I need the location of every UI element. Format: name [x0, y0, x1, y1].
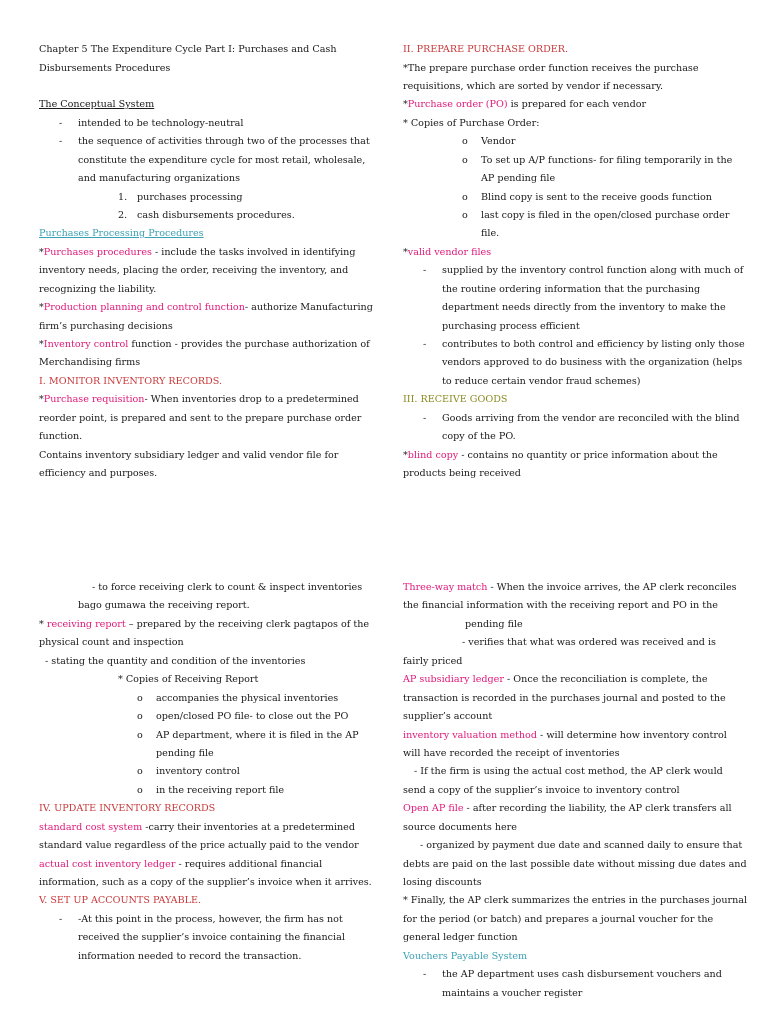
definition-text: – prepared by the receiving clerk pagtapos of the — [125, 619, 370, 630]
paragraph-line — [39, 247, 356, 259]
star-mark: * — [39, 619, 44, 630]
circle-bullet: o — [137, 693, 143, 704]
paragraph-line: inventory needs, placing the order, receiving the inventory, and — [39, 265, 349, 276]
star-mark: * — [39, 302, 44, 313]
paragraph-line — [39, 339, 370, 351]
term-ap-subsidiary-ledger: AP subsidiary ledger — [403, 674, 504, 685]
bullet-text: the AP department uses cash disbursement vouchers and — [442, 969, 722, 980]
paragraph-line: fairly priced — [403, 656, 463, 667]
term-inventory-control: Inventory control — [43, 339, 129, 350]
list-number: 1. — [118, 192, 128, 203]
circle-bullet: o — [462, 136, 468, 147]
circle-bullet: o — [137, 730, 143, 741]
paragraph-line — [39, 302, 373, 314]
definition-text: - contains no quantity or price information about the — [458, 450, 718, 461]
section-heading-prepare-po: II. PREPARE PURCHASE ORDER. — [403, 44, 569, 55]
dash-bullet: - — [423, 265, 427, 276]
list-item: inventory control — [156, 766, 240, 777]
paragraph-line: Merchandising firms — [39, 357, 141, 368]
term-standard-cost-system: standard cost system — [39, 822, 143, 833]
paragraph-line — [403, 803, 732, 815]
definition-text: - authorize Manufacturing — [244, 302, 373, 313]
paragraph-line: * Copies of Receiving Report — [118, 674, 259, 685]
paragraph-line: pending file — [465, 619, 523, 630]
paragraph-line: information, such as a copy of the supplier’s invoice when it arrives. — [39, 877, 372, 888]
bullet-text: maintains a voucher register — [442, 988, 583, 999]
dash-bullet: - — [423, 413, 427, 424]
bullet-text: constitute the expenditure cycle for most retail, wholesale, — [78, 155, 366, 166]
paragraph-line: general ledger function — [403, 932, 518, 943]
definition-text: - When the invoice arrives, the AP clerk reconciles — [487, 582, 737, 593]
definition-text: is prepared for each vendor — [507, 99, 647, 110]
term-actual-cost-inventory-ledger: actual cost inventory ledger — [39, 859, 176, 870]
star-mark: * — [403, 247, 408, 258]
paragraph-line: firm’s purchasing decisions — [39, 321, 173, 332]
paragraph-line: bago gumawa the receiving report. — [78, 600, 250, 611]
list-item: AP pending file — [481, 173, 556, 184]
chapter-title-line-1: Chapter 5 The Expenditure Cycle Part I: Purchases and Cash — [39, 44, 337, 55]
list-item: open/closed PO file- to close out the PO — [156, 711, 349, 722]
paragraph-line — [403, 582, 737, 594]
definition-text: -carry their inventories at a predetermined — [142, 822, 356, 833]
paragraph-line: requisitions, which are sorted by vendor if necessary. — [403, 81, 664, 92]
dash-bullet: - — [423, 339, 427, 350]
list-item: Blind copy is sent to the receive goods function — [481, 192, 712, 203]
definition-text: function - provides the purchase authorization of — [128, 339, 370, 350]
definition-text: - requires additional financial — [175, 859, 323, 870]
circle-bullet: o — [137, 711, 143, 722]
paragraph-line: source documents here — [403, 822, 517, 833]
paragraph-line: - organized by payment due date and scanned daily to ensure that — [420, 840, 743, 851]
bullet-text: the sequence of activities through two of the processes that — [78, 136, 370, 147]
bullet-text: contributes to both control and efficiency by listing only those — [442, 339, 745, 350]
paragraph-line: will have recorded the receipt of inventories — [403, 748, 620, 759]
definition-text: - after recording the liability, the AP clerk transfers all — [463, 803, 732, 814]
paragraph-line — [39, 859, 322, 871]
paragraph-line: reorder point, is prepared and sent to the prepare purchase order — [39, 413, 362, 424]
term-valid-vendor-files: valid vendor files — [407, 247, 492, 258]
definition-text: - will determine how inventory control — [536, 730, 727, 741]
bullet-text: received the supplier’s invoice containing the financial — [78, 932, 345, 943]
term-three-way-match: Three-way match — [403, 582, 488, 593]
term-blind-copy: blind copy — [407, 450, 459, 461]
circle-bullet: o — [137, 785, 143, 796]
purchases-processing-heading: Purchases Processing Procedures — [39, 228, 204, 239]
conceptual-system-heading: The Conceptual System — [39, 99, 155, 110]
paragraph-line — [39, 394, 359, 406]
term-purchase-requisition: Purchase requisition — [43, 394, 145, 405]
bullet-text: copy of the PO. — [442, 431, 516, 442]
paragraph-line: - to force receiving clerk to count & inspect inventories — [92, 582, 363, 593]
paragraph-line — [403, 99, 646, 111]
circle-bullet: o — [462, 155, 468, 166]
paragraph-line — [39, 822, 355, 834]
paragraph-line: supplier’s account — [403, 711, 493, 722]
paragraph-line — [403, 730, 727, 742]
term-receiving-report: receiving report — [46, 619, 126, 630]
paragraph-line: send a copy of the supplier’s invoice to inventory control — [403, 785, 680, 796]
paragraph-line: the financial information with the receiving report and PO in the — [403, 600, 718, 611]
dash-bullet: - — [59, 914, 63, 925]
chapter-title-line-2: Disbursements Procedures — [39, 63, 171, 74]
paragraph-line — [39, 619, 369, 631]
section-heading-update-inventory: IV. UPDATE INVENTORY RECORDS — [39, 803, 216, 814]
paragraph-line: transaction is recorded in the purchases journal and posted to the — [403, 693, 726, 704]
paragraph-line — [403, 247, 491, 259]
paragraph-line: - verifies that what was ordered was received and is — [462, 637, 716, 648]
definition-text: - include the tasks involved in identifying — [151, 247, 356, 258]
bullet-text: vendors approved to do business with the organization (helps — [442, 357, 743, 368]
paragraph-line: * Finally, the AP clerk summarizes the entries in the purchases journal — [403, 895, 748, 906]
dash-bullet: - — [423, 969, 427, 980]
star-mark: * — [39, 339, 44, 350]
paragraph-line: - If the firm is using the actual cost method, the AP clerk would — [414, 766, 723, 777]
bullet-text: supplied by the inventory control function along with much of — [442, 265, 744, 276]
circle-bullet: o — [462, 210, 468, 221]
list-item: Vendor — [481, 136, 516, 147]
paragraph-line: physical count and inspection — [39, 637, 184, 648]
term-production-planning: Production planning and control function — [43, 302, 245, 313]
vouchers-payable-heading: Vouchers Payable System — [403, 951, 528, 962]
list-item: cash disbursements procedures. — [137, 210, 295, 221]
star-mark: * — [39, 394, 44, 405]
paragraph-line — [403, 450, 718, 462]
paragraph-line — [403, 674, 708, 686]
paragraph-line: Contains inventory subsidiary ledger and valid vendor file for — [39, 450, 339, 461]
paragraph-line: products being received — [403, 468, 521, 479]
bullet-text: the routine ordering information that the purchasing — [442, 284, 701, 295]
paragraph-line: *The prepare purchase order function receives the purchase — [403, 63, 699, 74]
list-item: pending file — [156, 748, 214, 759]
star-mark: * — [403, 99, 408, 110]
list-item: in the receiving report file — [156, 785, 285, 796]
section-heading-accounts-payable: V. SET UP ACCOUNTS PAYABLE. — [39, 895, 202, 906]
term-purchase-order: Purchase order (PO) — [407, 99, 508, 110]
term-purchases-procedures: Purchases procedures — [43, 247, 152, 258]
bullet-text: and manufacturing organizations — [78, 173, 241, 184]
bullet-text: -At this point in the process, however, the firm has not — [78, 914, 343, 925]
paragraph-line: for the period (or batch) and prepares a journal voucher for the — [403, 914, 714, 925]
list-number: 2. — [118, 210, 128, 221]
section-heading-receive-goods: III. RECEIVE GOODS — [403, 394, 508, 405]
paragraph-line: losing discounts — [403, 877, 482, 888]
list-item: purchases processing — [137, 192, 243, 203]
star-mark: * — [39, 247, 44, 258]
bullet-text: information needed to record the transaction. — [78, 951, 302, 962]
paragraph-line: * Copies of Purchase Order: — [403, 118, 540, 129]
paragraph-line: efficiency and purposes. — [39, 468, 158, 479]
circle-bullet: o — [137, 766, 143, 777]
definition-text: - When inventories drop to a predetermined — [144, 394, 359, 405]
dash-bullet: - — [59, 136, 63, 147]
list-item: file. — [481, 228, 500, 239]
definition-text: - Once the reconciliation is complete, the — [503, 674, 708, 685]
list-item: To set up A/P functions- for filing temporarily in the — [481, 155, 733, 166]
circle-bullet: o — [462, 192, 468, 203]
paragraph-line: - stating the quantity and condition of the inventories — [45, 656, 306, 667]
bullet-text: department needs directly from the inventory to make the — [442, 302, 726, 313]
bullet-text: Goods arriving from the vendor are reconciled with the blind — [442, 413, 740, 424]
list-item: AP department, where it is filed in the AP — [156, 730, 359, 741]
paragraph-line: recognizing the liability. — [39, 284, 157, 295]
star-mark: * — [403, 450, 408, 461]
term-inventory-valuation-method: inventory valuation method — [403, 730, 537, 741]
section-heading-monitor: I. MONITOR INVENTORY RECORDS. — [39, 376, 223, 387]
term-open-ap-file: Open AP file — [403, 803, 464, 814]
paragraph-line: function. — [39, 431, 83, 442]
bullet-text: to reduce certain vendor fraud schemes) — [442, 376, 641, 387]
dash-bullet: - — [59, 118, 63, 129]
list-item: accompanies the physical inventories — [156, 693, 339, 704]
paragraph-line: debts are paid on the last possible date without missing due dates and — [403, 859, 747, 870]
bullet-text: intended to be technology-neutral — [78, 118, 244, 129]
paragraph-line: standard value regardless of the price actually paid to the vendor — [39, 840, 359, 851]
bullet-text: purchasing process efficient — [442, 321, 580, 332]
list-item: last copy is filed in the open/closed purchase order — [481, 210, 730, 221]
